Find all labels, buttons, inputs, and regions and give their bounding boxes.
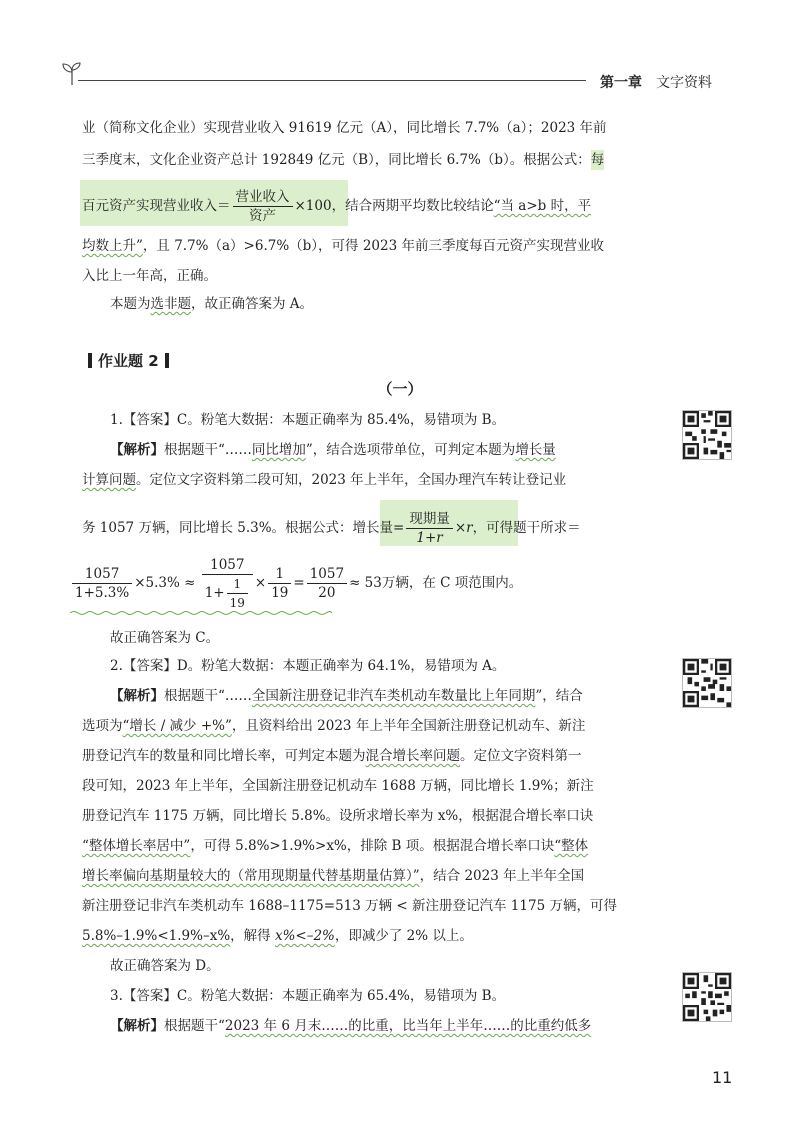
text-line: 选项为“增长 / 减少 +%”，且资料给出 2023 年上半年全国新注册登记机动车、新注 [82,718,586,734]
answer-line: 故正确答案为 D。 [110,958,220,974]
text-line: “整体增长率居中”，可得 5.8%>1.9%>x%，排除 B 项。根据混合增长率口诀“整体 [82,838,589,854]
text-line: 计算问题。定位文字资料第二段可知，2023 年上半年，全国办理汽车转让登记业 [82,472,567,488]
fraction: $\frac{\text{营业收入}}{\text{资产}}$ [233,188,293,225]
analysis-line: 【解析】根据题干“2023 年 6 月末……的比重，比当年上半年……的比重约低多 [110,1018,592,1034]
text-line: 业（简称文化企业）实现营业收入 91619 亿元（A），同比增长 7.7%（a）；2023 年前 [82,120,607,136]
header-rule [78,80,586,81]
text-line: 增长率偏向基期量较大的（常用现期量代替基期量估算）”，结合 2023 年上半年全国 [82,868,585,884]
answer-line: 故正确答案为 C。 [110,630,220,646]
text-line: 新注册登记非汽车类机动车 1688–1175=513 万辆 < 新注册登记汽车 1175 万辆，可得 [82,898,617,914]
text-line: 均数上升”，且 7.7%（a）>6.7%（b），可得 2023 年前三季度每百元资产实现营业收 [82,238,604,254]
chapter-header [600,72,712,92]
section-heading: 作业题 2 [82,350,175,371]
sprout-icon [60,60,84,86]
analysis-line: 【解析】根据题干“……全国新注册登记非汽车类机动车数量比上年同期”，结合 [110,688,583,704]
formula-line: 务 1057 万辆，同比增长 5.3%。根据公式：增长量= $\frac{\text{现期量}}{1+r}$ ×r，可得题干所求＝ [82,511,581,546]
wavy-underline [70,610,332,616]
text-line: 5.8%–1.9%<1.9%–x%，解得 x%<–2%，即减少了 2% 以上。 [82,928,473,944]
qr-code-icon[interactable] [682,658,732,708]
text-line: 本题为选非题，故正确答案为 A。 [110,296,314,312]
formula-line: 百元资产实现营业收入＝ $\frac{\text{营业收入}}{\text{资产}}$ ×100，结合两期平均数比较结论“当 a>b 时，平 [82,189,592,224]
text-line: 册登记汽车 1175 万辆，同比增长 5.8%。设所求增长率为 x%，根据混合增长率口诀 [82,808,594,824]
chapter-subtitle: 文字资料 [656,75,712,91]
chapter-title: 第一章 [600,75,642,91]
analysis-line: 【解析】根据题干“……同比增加”，结合选项带单位，可判定本题为增长量 [110,442,556,458]
page-number: 11 [712,1068,733,1087]
qr-code-icon[interactable] [682,410,732,460]
subsection-heading: （一） [377,380,423,398]
qr-code-icon[interactable] [682,972,732,1022]
fraction: $\frac{\text{现期量}}{1+r}$ [406,510,453,547]
calculation-line: $\frac{1057}{1+5.3\%}$ ×5.3% ≈ 1057 1+ $\frac{1}{19}$ × $\frac{1}{19}$ = $\frac{1057}{20}$ ≈ 53万辆，在 C 项范围内。 [70,556,522,612]
answer-line: 3.【答案】C。粉笔大数据：本题正确率为 65.4%，易错项为 B。 [110,988,506,1004]
answer-line: 1.【答案】C。粉笔大数据：本题正确率为 85.4%，易错项为 B。 [110,412,506,428]
text-line: 三季度末，文化企业资产总计 192849 亿元（B），同比增长 6.7%（b）。根据公式：每 [82,152,605,168]
answer-line: 2.【答案】D。粉笔大数据：本题正确率为 64.1%，易错项为 A。 [110,658,506,674]
text-line: 段可知，2023 年上半年，全国新注册登记机动车 1688 万辆，同比增长 1.9%；新注 [82,778,594,794]
text-line: 册登记汽车的数量和同比增长率，可判定本题为混合增长率问题。定位文字资料第一 [82,748,582,764]
text-line: 入比上一年高，正确。 [82,268,217,284]
